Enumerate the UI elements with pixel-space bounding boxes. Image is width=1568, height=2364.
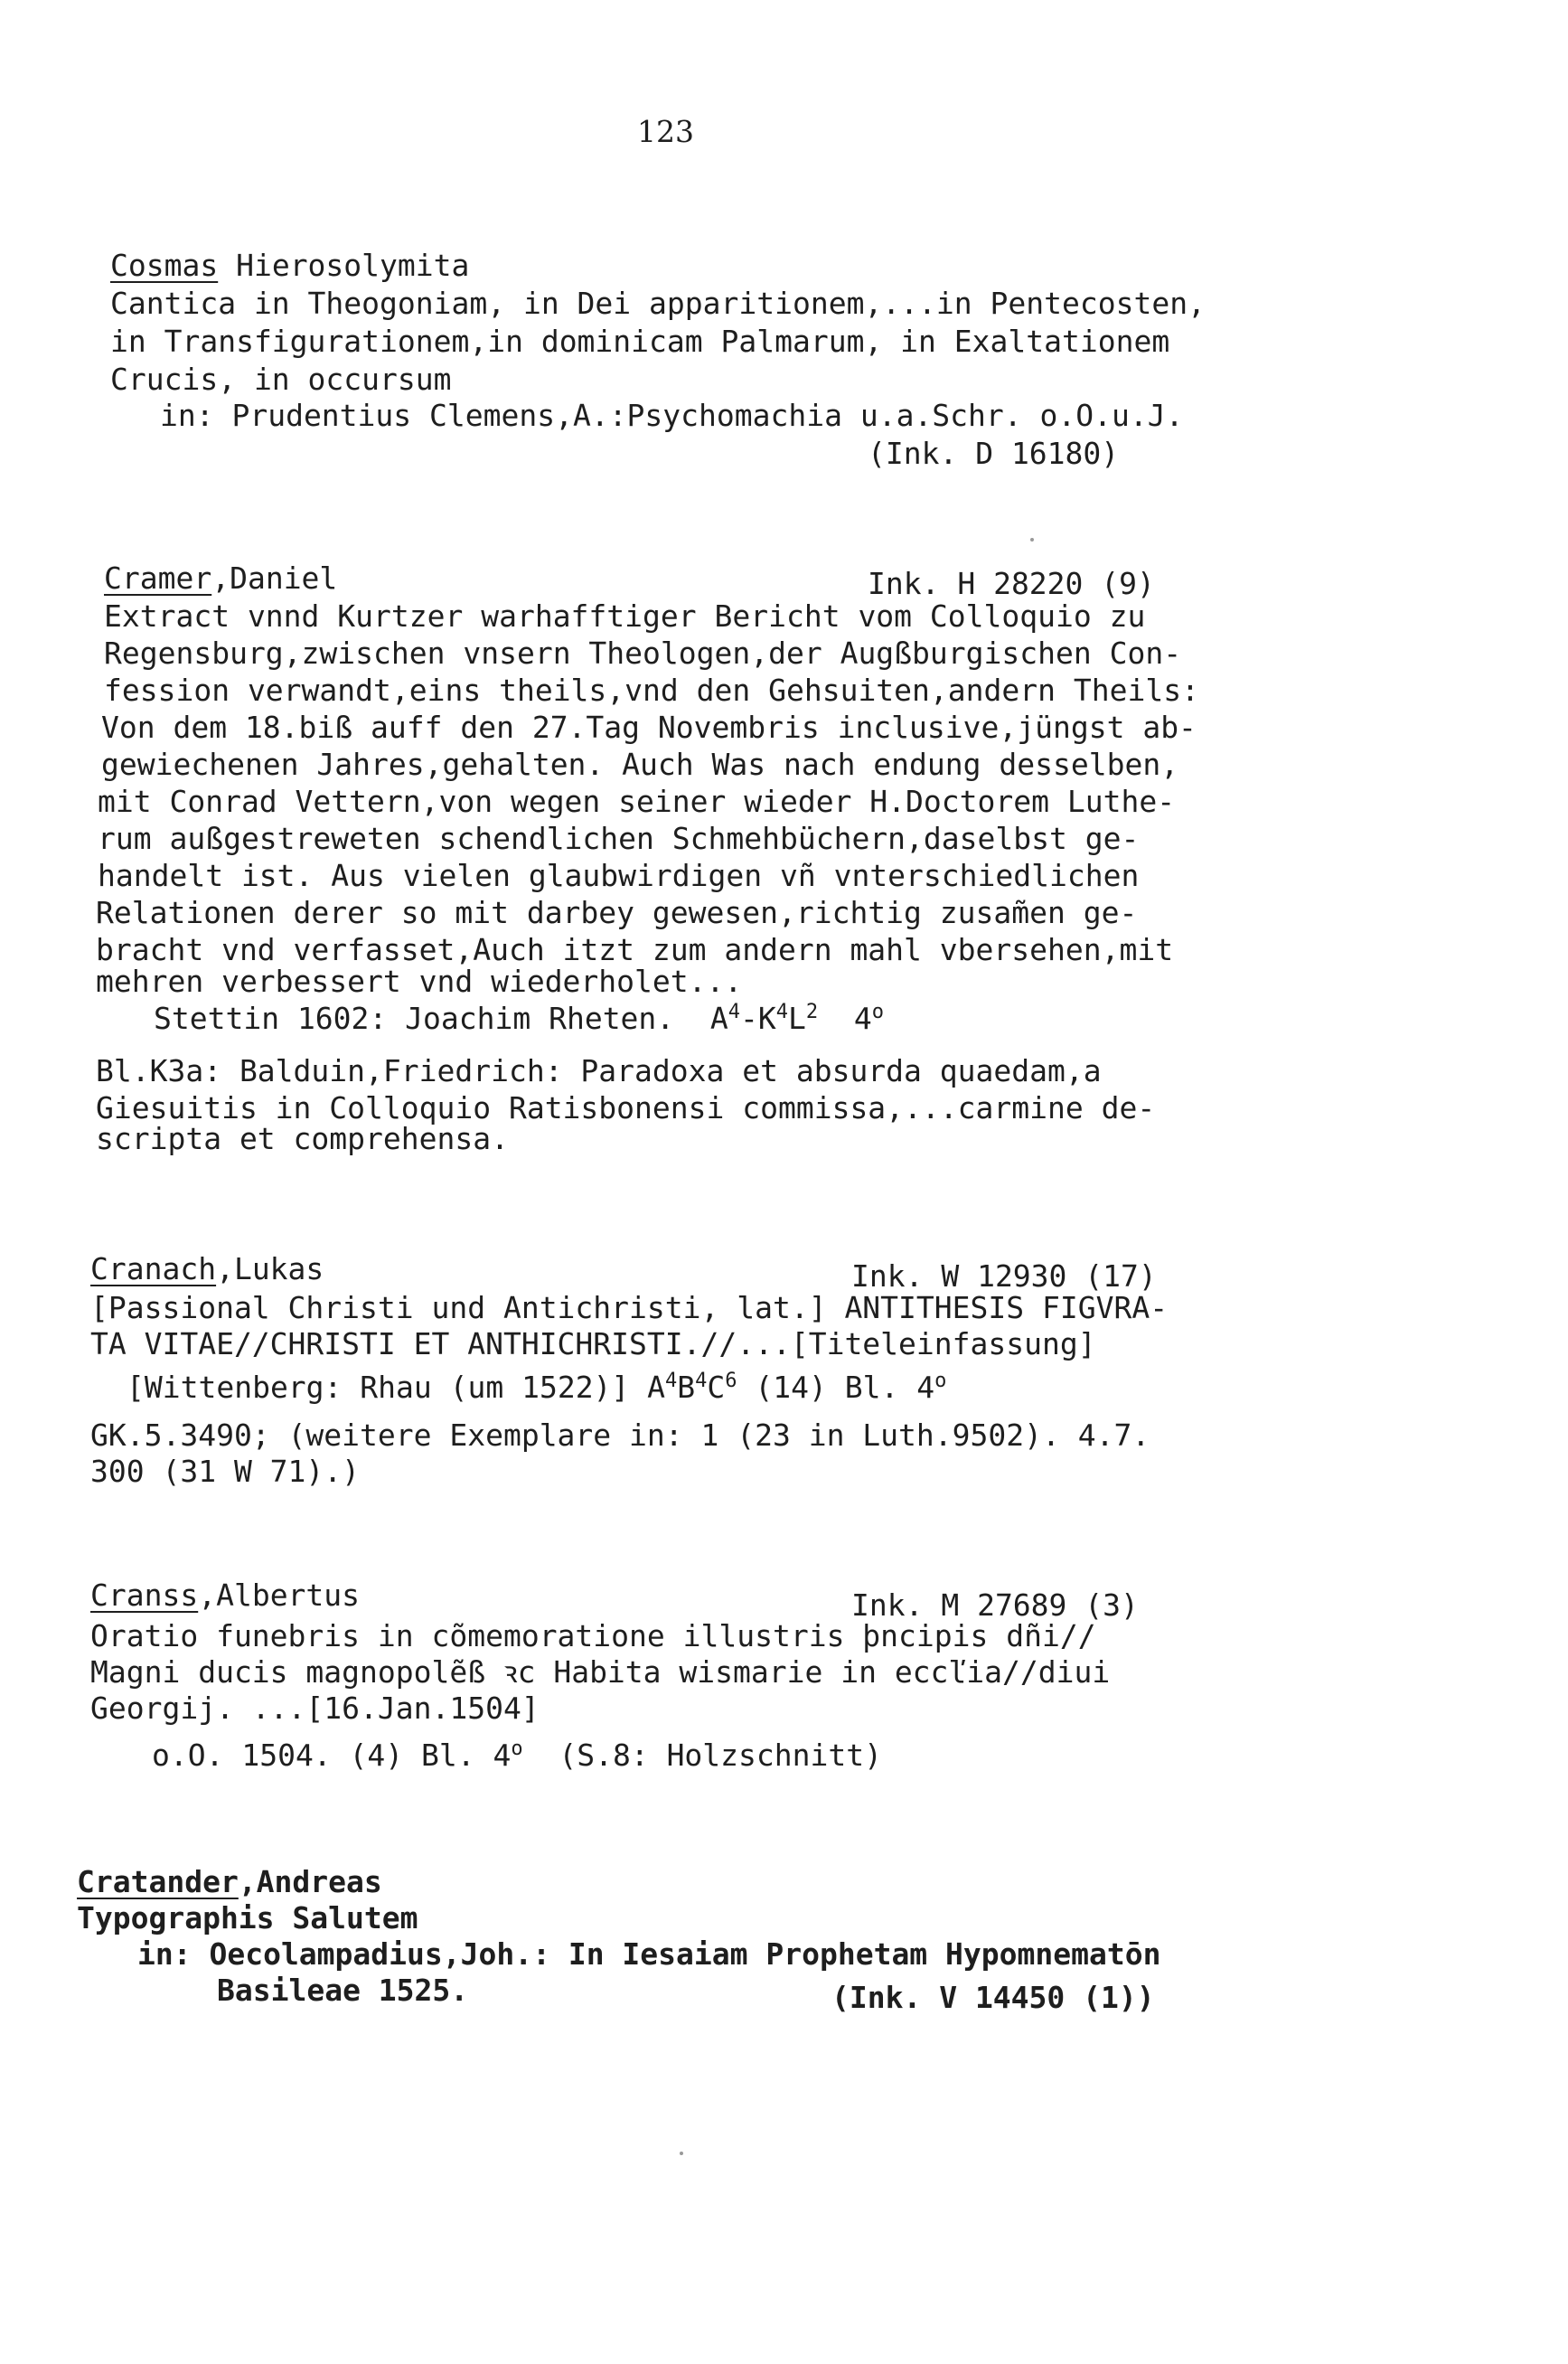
imprint-line <box>154 994 884 1037</box>
note-line: Bl.K3a: Balduin,Friedrich: Paradoxa et absurda quaedam,a <box>96 1053 1102 1088</box>
title-line: [Passional Christi und Antichristi, lat.] ANTITHESIS FIGVRA- <box>90 1290 1169 1325</box>
format: 4$^o$ <box>853 1001 885 1036</box>
shelfmark: Ink. W 12930 (17) <box>851 1258 1157 1294</box>
note-line: GK.5.3490; (weitere Exemplare in: 1 (23 in Luth.9502). 4.7. <box>90 1417 1150 1453</box>
title-line: in Transfigurationem,in dominicam Palmarum, in Exaltationem <box>110 324 1170 359</box>
author-forename: ,Lukas <box>216 1251 324 1286</box>
shelfmark: (Ink. D 16180) <box>868 436 1120 471</box>
author-surname: Cramer <box>104 560 212 596</box>
note: (S.8: Holzschnitt) <box>559 1738 882 1773</box>
imprint-line: Basileae 1525. <box>217 1973 469 2008</box>
title-line: Typographis Salutem <box>77 1900 418 1935</box>
title-line: Von dem 18.biß auff den 27.Tag Novembris inclusive,jüngst ab- <box>101 710 1197 745</box>
title-line: Regensburg,zwischen vnsern Theologen,der Augßburgischen Con- <box>104 636 1182 671</box>
author-heading <box>77 1864 382 1900</box>
host-item-line: in: Prudentius Clemens,A.:Psychomachia u.a.Schr. o.O.u.J. <box>160 398 1184 433</box>
note-line: Giesuitis in Colloquio Ratisbonensi commissa,...carmine de- <box>96 1090 1156 1125</box>
leaves: (14) Bl. <box>755 1370 899 1405</box>
title-line: Oratio funebris in cõmemoratione illustris þncipis dñi// <box>90 1618 1096 1653</box>
author-surname: Cranach <box>90 1251 217 1286</box>
imprint-line <box>152 1731 882 1774</box>
title-line: bracht vnd verfasset,Auch itzt zum andern mahl vbersehen,mit <box>96 932 1174 967</box>
shelfmark: Ink. H 28220 (9) <box>868 566 1155 601</box>
collation: $A^4B^4C^6$ <box>647 1370 737 1405</box>
note-line: scripta et comprehensa. <box>96 1121 509 1156</box>
scan-speck <box>1030 538 1034 542</box>
imprint-place: Stettin 1602: Joachim Rheten. <box>154 1001 675 1036</box>
page-number: 123 <box>637 114 694 149</box>
author-forename: ,Daniel <box>211 560 338 596</box>
title-line: Cantica in Theogoniam, in Dei apparitionem,...in Pentecosten, <box>110 286 1206 321</box>
shelfmark: Ink. M 27689 (3) <box>851 1587 1139 1623</box>
author-forename: ,Andreas <box>238 1864 382 1899</box>
note-line: 300 (31 W 71).) <box>90 1454 361 1489</box>
title-line: TA VITAE//CHRISTI ET ANTHICHRISTI.//...[Titeleinfassung] <box>90 1326 1096 1361</box>
format-degree: o <box>511 1738 523 1760</box>
author-heading <box>90 1578 360 1614</box>
imprint: o.O. 1504. (4) Bl. 4 <box>152 1738 512 1773</box>
title-line: Georgij. ...[16.Jan.1504] <box>90 1691 540 1726</box>
host-item-line: in: Oecolampadius,Joh.: In Iesaiam Prophetam Hypomnematōn <box>137 1936 1161 1972</box>
title-line: Crucis, in occursum <box>110 362 452 397</box>
imprint-line <box>127 1363 946 1406</box>
author-heading <box>110 248 469 284</box>
title-line: fession verwandt,eins theils,vnd den Gehsuiten,andern Theils: <box>104 673 1199 708</box>
title-line: mit Conrad Vettern,von wegen seiner wieder H.Doctorem Luthe- <box>98 784 1176 819</box>
title-line: Relationen derer so mit darbey gewesen,richtig zusam̃en ge- <box>96 895 1138 930</box>
author-surname: Cranss <box>90 1578 199 1613</box>
author-surname: Cratander <box>77 1864 239 1899</box>
imprint: [Wittenberg: Rhau (um 1522)] <box>127 1370 630 1405</box>
title-line: Extract vnnd Kurtzer warhafftiger Bericht vom Colloquio zu <box>104 598 1146 634</box>
shelfmark: (Ink. V 14450 (1)) <box>831 1980 1155 2015</box>
author-heading <box>104 560 337 597</box>
collation: $A^4-K^4L^2$ <box>709 1001 819 1036</box>
title-line: mehren verbessert vnd wiederholet... <box>96 964 743 999</box>
author-forename: ,Albertus <box>198 1578 361 1613</box>
title-line: Magni ducis magnopolẽß ꝛc Habita wismarie in eccľia//diui <box>90 1654 1111 1690</box>
author-forename: Hierosolymita <box>218 248 470 283</box>
format: 4$^o$ <box>916 1370 947 1405</box>
title-line: rum außgestreweten schendlichen Schmehbüchern,daselbst ge- <box>98 821 1140 856</box>
author-surname: Cosmas <box>110 248 219 283</box>
author-heading <box>90 1251 324 1287</box>
scan-speck <box>680 2152 683 2155</box>
title-line: handelt ist. Aus vielen glaubwirdigen vñ vnterschiedlichen <box>98 858 1140 893</box>
title-line: gewiechenen Jahres,gehalten. Auch Was nach endung desselben, <box>101 747 1179 782</box>
